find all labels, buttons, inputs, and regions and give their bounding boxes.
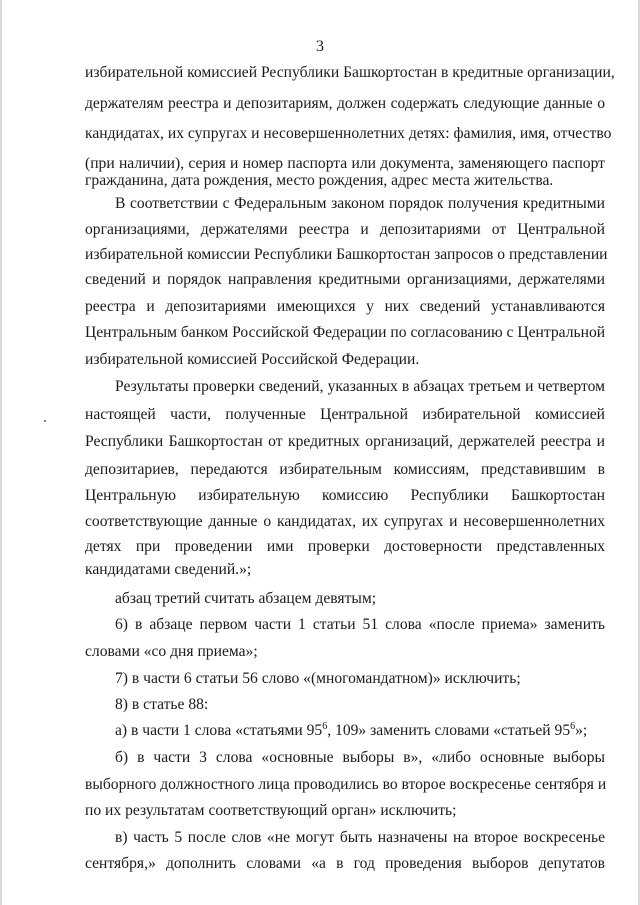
text-line: организациями, держателями реестра и депозитариями от Центральной bbox=[85, 221, 605, 238]
text-line: (при наличии), серия и номер паспорта или документа, заменяющего паспорт bbox=[85, 155, 605, 172]
text-line: в) часть 5 после слов «не могут быть назначены на второе воскресенье bbox=[115, 829, 605, 846]
text-line: избирательной комиссией Российской Федерации. bbox=[85, 351, 420, 368]
text-line: Результаты проверки сведений, указанных в абзацах третьем и четвертом bbox=[115, 378, 605, 395]
text-line: 7) в части 6 статьи 56 слово «(многомандатном)» исключить; bbox=[115, 670, 521, 687]
text-line: настоящей части, полученные Центральной избирательной комиссией bbox=[85, 406, 605, 423]
text-line: детях при проведении ими проверки достоверности представленных bbox=[85, 538, 605, 555]
text-line: абзац третий считать абзацем девятым; bbox=[115, 590, 377, 607]
text-fragment: »; bbox=[575, 722, 588, 739]
text-line: сведений и порядок направления кредитными организациями, держателями bbox=[85, 271, 605, 288]
text-line: 6) в абзаце первом части 1 статьи 51 слова «после приема» заменить bbox=[115, 616, 605, 633]
text-line bbox=[115, 721, 605, 741]
text-line: кандидатах, их супругах и несовершеннолетних детях: фамилия, имя, отчество bbox=[85, 125, 612, 142]
text-line: В соответствии с Федеральным законом порядок получения кредитными bbox=[115, 195, 605, 212]
superscript: 6 bbox=[322, 720, 328, 732]
text-line: сентября,» дополнить словами «а в год проведения выборов депутатов bbox=[85, 855, 605, 872]
scan-edge-left bbox=[0, 0, 2, 905]
scan-speck bbox=[44, 420, 46, 422]
text-fragment: , 109» заменить словами «статьей 95 bbox=[327, 722, 571, 739]
text-line: по их результатам соответствующий орган» исключить; bbox=[85, 802, 457, 819]
text-line: Республики Башкортостан от кредитных организаций, держателей реестра и bbox=[85, 433, 605, 450]
text-line: 8) в статье 88: bbox=[115, 696, 209, 713]
text-line: Центральным банком Российской Федерации по согласованию с Центральной bbox=[85, 324, 606, 341]
text-line: реестра и депозитариями имеющихся у них сведений устанавливаются bbox=[85, 298, 605, 315]
text-line: Центральную избирательную комиссию Республики Башкортостан bbox=[85, 487, 605, 504]
text-line: б) в части 3 слова «основные выборы в», «либо основные выборы bbox=[115, 749, 605, 766]
superscript: 6 bbox=[570, 720, 576, 732]
text-line: словами «со дня приема»; bbox=[85, 643, 258, 660]
text-line: избирательной комиссии Республики Башкортостан запросов о представлении bbox=[85, 246, 608, 263]
text-line: держателям реестра и депозитариям, должен содержать следующие данные о bbox=[85, 95, 605, 112]
text-line: гражданина, дата рождения, место рождения, адрес места жительства. bbox=[85, 172, 554, 189]
page-number: 3 bbox=[316, 38, 324, 55]
text-line: соответствующие данные о кандидатах, их супругах и несовершеннолетних bbox=[85, 513, 605, 530]
text-line: кандидатами сведений.»; bbox=[85, 561, 252, 578]
text-fragment: а) в части 1 слова «статьями 95 bbox=[115, 722, 323, 739]
text-line: избирательной комиссией Республики Башкортостан в кредитные организации, bbox=[85, 64, 615, 81]
text-line: депозитариев, передаются избирательным комиссиям, представившим в bbox=[85, 461, 605, 478]
text-line: выборного должностного лица проводились во второе воскресенье сентября и bbox=[85, 776, 607, 793]
